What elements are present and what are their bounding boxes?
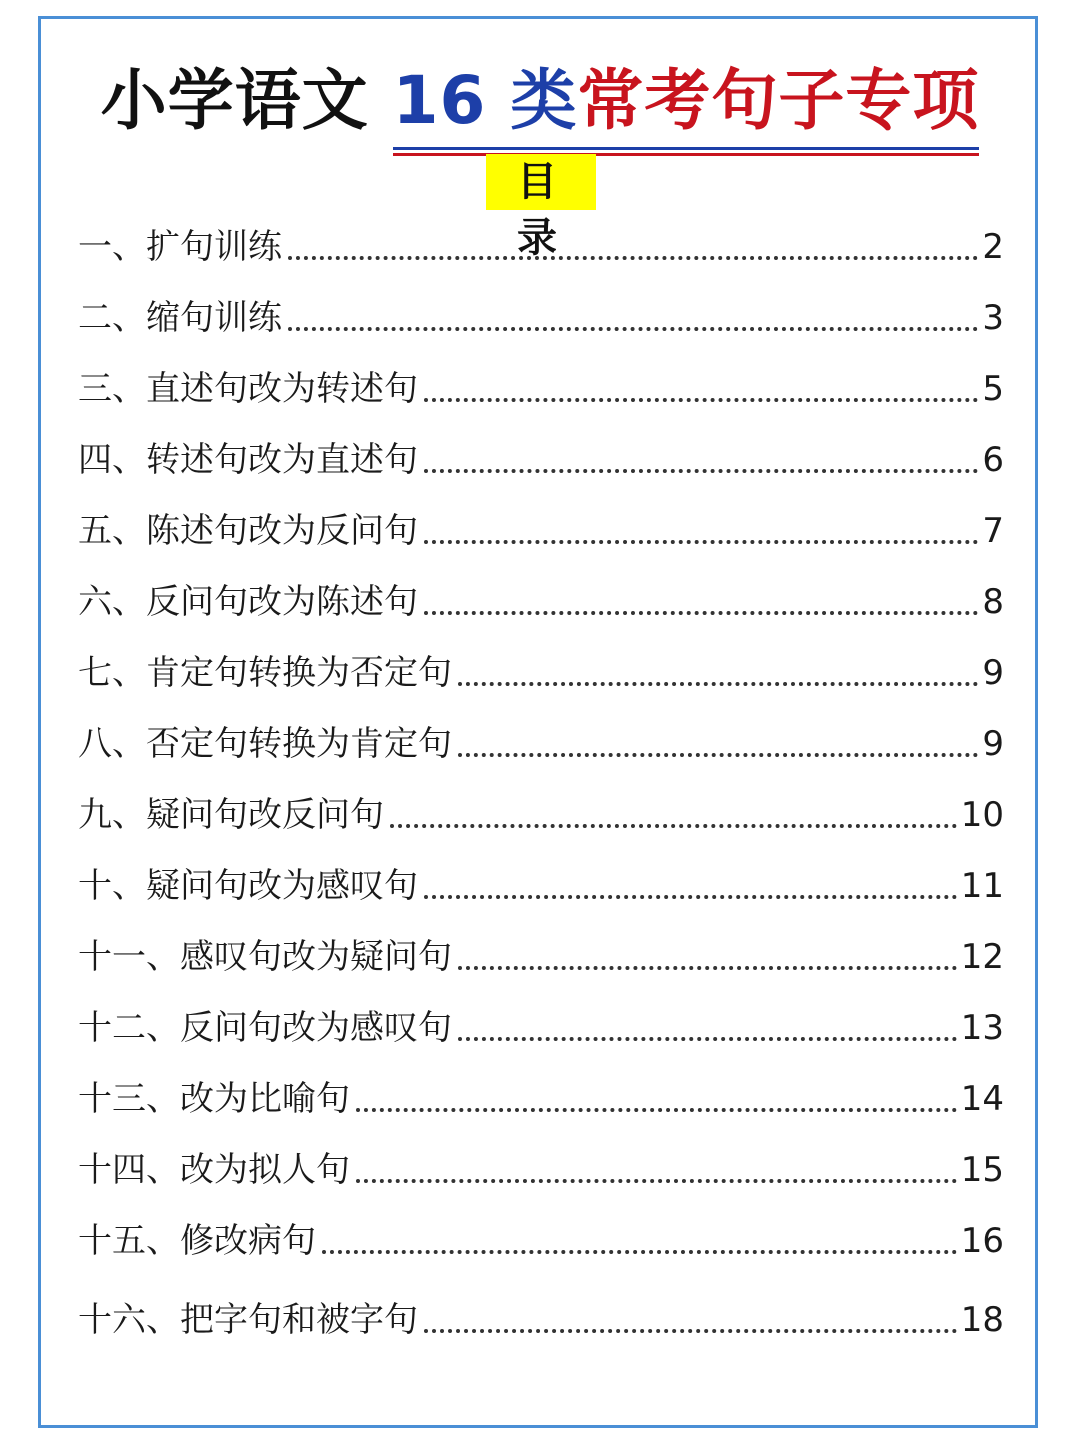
toc-entry[interactable] [78, 1295, 1004, 1345]
toc-leader-dots [424, 469, 978, 473]
toc-entry[interactable] [78, 861, 1004, 911]
toc-entry-page: 13 [960, 1008, 1004, 1048]
toc-leader-dots [424, 1329, 957, 1333]
toc-entry-page: 9 [982, 724, 1004, 764]
toc-entry-label: 三、直述句改为转述句 [78, 369, 418, 409]
toc-leader-dots [288, 256, 978, 260]
toc-leader-dots [458, 753, 978, 757]
toc-entry-page: 3 [982, 298, 1004, 338]
title-underline-blue [393, 147, 980, 150]
toc-entry[interactable] [78, 293, 1004, 343]
toc-entry-page: 14 [960, 1079, 1004, 1119]
toc-leader-dots [424, 398, 978, 402]
toc-entry[interactable] [78, 364, 1004, 414]
toc-entry-page: 5 [982, 369, 1004, 409]
toc-leader-dots [356, 1179, 957, 1183]
toc-entry-label: 十三、改为比喻句 [78, 1079, 350, 1119]
toc-entry-label: 四、转述句改为直述句 [78, 440, 418, 480]
toc-entry[interactable] [78, 648, 1004, 698]
toc-entry-label: 十六、把字句和被字句 [78, 1300, 418, 1340]
toc-leader-dots [458, 1037, 957, 1041]
toc-entry-label: 十四、改为拟人句 [78, 1150, 350, 1190]
title-part-count: 16 类 [392, 62, 578, 139]
toc-entry-label: 十五、修改病句 [78, 1221, 316, 1261]
title-part-topic: 常考句子专项 [577, 62, 980, 139]
document-title [0, 58, 1080, 150]
toc-entry-page: 15 [960, 1150, 1004, 1190]
toc-entry-page: 8 [982, 582, 1004, 622]
toc-entry-label: 二、缩句训练 [78, 298, 282, 338]
toc-entry[interactable] [78, 1216, 1004, 1266]
toc-entry-page: 7 [982, 511, 1004, 551]
title-part-subject: 小学语文 [100, 62, 369, 139]
toc-entry-label: 七、肯定句转换为否定句 [78, 653, 452, 693]
toc-entry-label: 十一、感叹句改为疑问句 [78, 937, 452, 977]
toc-entry-page: 18 [960, 1300, 1004, 1340]
toc-entry-page: 2 [982, 227, 1004, 267]
toc-entry-page: 11 [960, 866, 1004, 906]
toc-entry[interactable] [78, 435, 1004, 485]
toc-entry[interactable] [78, 719, 1004, 769]
toc-leader-dots [458, 966, 957, 970]
toc-leader-dots [356, 1108, 957, 1112]
toc-entry-page: 12 [960, 937, 1004, 977]
title-underline-red [393, 153, 980, 156]
toc-entry-label: 六、反问句改为陈述句 [78, 582, 418, 622]
toc-entry[interactable] [78, 1074, 1004, 1124]
toc-entry-label: 一、扩句训练 [78, 227, 282, 267]
toc-entry-page: 9 [982, 653, 1004, 693]
toc-entry[interactable] [78, 1145, 1004, 1195]
toc-entry[interactable] [78, 222, 1004, 272]
toc-entry-page: 6 [982, 440, 1004, 480]
toc-entry[interactable] [78, 790, 1004, 840]
toc-entry-label: 八、否定句转换为肯定句 [78, 724, 452, 764]
toc-entry-label: 五、陈述句改为反问句 [78, 511, 418, 551]
toc-leader-dots [424, 540, 978, 544]
toc-entry-page: 16 [960, 1221, 1004, 1261]
toc-heading: 目 录 [486, 154, 596, 210]
toc-entry[interactable] [78, 932, 1004, 982]
toc-entry-page: 10 [960, 795, 1004, 835]
toc-entry-label: 十、疑问句改为感叹句 [78, 866, 418, 906]
toc-entry-label: 九、疑问句改反问句 [78, 795, 384, 835]
toc-entry-label: 十二、反问句改为感叹句 [78, 1008, 452, 1048]
toc-entry[interactable] [78, 1003, 1004, 1053]
toc-leader-dots [424, 895, 957, 899]
toc-leader-dots [288, 327, 978, 331]
toc-leader-dots [322, 1250, 957, 1254]
toc-leader-dots [390, 824, 957, 828]
toc-leader-dots [458, 682, 978, 686]
toc-entry[interactable] [78, 577, 1004, 627]
toc-entry[interactable] [78, 506, 1004, 556]
title-underlined-group [393, 58, 980, 150]
toc-leader-dots [424, 611, 978, 615]
